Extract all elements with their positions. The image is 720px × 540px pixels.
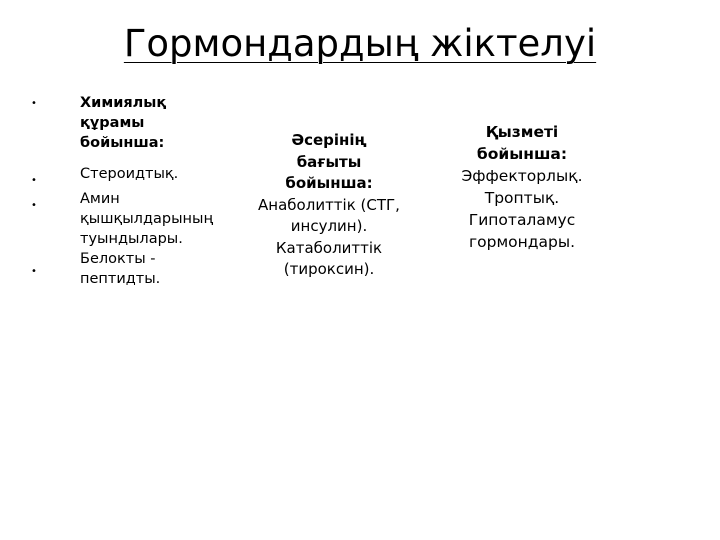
- column1-item-steroid: [80, 164, 250, 184]
- column1-item-line: пептидты.: [80, 271, 161, 287]
- classification-by-function: [443, 121, 601, 253]
- column3-body: [443, 165, 601, 253]
- column1-item-line: Стероидтық.: [80, 166, 179, 182]
- column2-line: Катаболиттік: [275, 238, 383, 257]
- bullet-item-3: •: [31, 266, 37, 277]
- column1-heading-line: Химиялық: [80, 95, 167, 111]
- column3-heading-line: бойынша:: [476, 145, 568, 163]
- bullet-item-2: •: [31, 200, 37, 211]
- column2-heading-line: бойынша:: [285, 174, 373, 192]
- column3-heading: [443, 121, 601, 165]
- column2-heading: [244, 130, 414, 195]
- column3-line: Гипоталамус: [468, 211, 576, 229]
- classification-by-action-direction: [244, 130, 414, 281]
- bullet-heading: •: [31, 98, 37, 109]
- column3-line: Троптық.: [484, 189, 560, 207]
- column3-heading-line: Қызметі: [485, 123, 559, 141]
- column1-item-line: Амин: [80, 191, 120, 207]
- column2-line: Анаболиттік (СТГ,: [258, 195, 400, 214]
- column1-heading-line: бойынша:: [80, 135, 165, 151]
- column1-item-line: Белокты -: [80, 251, 156, 267]
- column2-heading-line: бағыты: [296, 152, 362, 171]
- column3-line: гормондары.: [469, 233, 575, 251]
- column1-heading-line: құрамы: [80, 115, 145, 131]
- classification-by-chemical-composition: [80, 93, 250, 289]
- column3-line: Эффекторлық.: [461, 167, 583, 185]
- slide-title: Гормондардың жіктелуі: [123, 22, 597, 65]
- column2-line: (тироксин).: [283, 260, 375, 278]
- column1-heading: [80, 93, 250, 153]
- bullet-item-1: •: [31, 175, 37, 186]
- column1-item-amino-acid-derivatives: [80, 189, 250, 249]
- column1-item-line: қышқылдарының: [80, 211, 214, 227]
- column2-line: инсулин).: [290, 217, 368, 235]
- column2-body: [244, 195, 414, 281]
- column1-item-line: туындылары.: [80, 231, 183, 247]
- column1-item-protein-peptide: [80, 249, 250, 289]
- column2-heading-line: Әсерінің: [291, 131, 367, 149]
